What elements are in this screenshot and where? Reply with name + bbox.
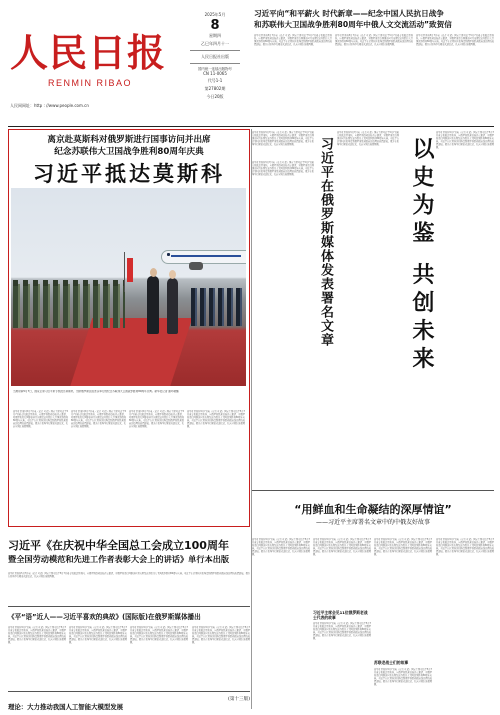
- top-right-article[interactable]: [254, 8, 494, 126]
- issue-weekday: 星期四: [209, 33, 221, 38]
- quote-col-3a: 新华社莫斯科5月7日电（记者 叶超）国家主席习近平5月7日乘专机抵达莫斯科，应俄罗斯联邦总统普京邀请，对俄罗斯进行国事访问并出席纪念苏联伟大卫国战争胜利80周年庆典。习近平在伏努科沃机场受到俄罗斯联邦政府副总理的热情迎接。俄方在机场举行隆重欢迎仪式，礼兵分列红地毯两侧。: [374, 538, 432, 557]
- bottom-headline-b: 《平“语”近人——习近平喜欢的典故》(国际版)在俄罗斯媒体播出: [8, 613, 201, 621]
- vertical-col-1: 新华社莫斯科5月7日电（记者 叶超）国家主席习近平5月7日乘专机抵达莫斯科，应俄罗斯联邦总统普京邀请，对俄罗斯进行国事访问并出席纪念苏联伟大卫国战争胜利80周年庆典。习近平在伏努科沃机场受到俄罗斯联邦政府副总理的热情迎接。俄方在机场举行隆重欢迎仪式，礼兵分列红地毯两侧。: [252, 161, 314, 177]
- lead-body-4: 新华社莫斯科5月7日电（记者 叶超）国家主席习近平5月7日乘专机抵达莫斯科，应俄罗斯联邦总统普京邀请，对俄罗斯进行国事访问并出席纪念苏联伟大卫国战争胜利80周年庆典。习近平在伏努科沃机场受到俄罗斯联邦政府副总理的热情迎接。俄方在机场举行隆重欢迎仪式，礼兵分列红地毯两侧。: [187, 410, 245, 429]
- issue-lunar: 乙巳年四月十一: [201, 41, 229, 46]
- masthead-pinyin: RENMIN RIBAO: [48, 78, 133, 88]
- top-right-body-1: 新华社莫斯科5月7日电（记者 叶超）国家主席习近平5月7日乘专机抵达莫斯科，应俄罗斯联邦总统普京邀请，对俄罗斯进行国事访问并出席纪念苏联伟大卫国战争胜利80周年庆典。习近平在伏努科沃机场受到俄罗斯联邦政府副总理的热情迎接。俄方在机场举行隆重欢迎仪式，礼兵分列红地毯两侧。: [254, 34, 332, 47]
- bottom-b-col-3: 新华社莫斯科5月7日电（记者 叶超）国家主席习近平5月7日乘专机抵达莫斯科，应俄罗斯联邦总统普京邀请，对俄罗斯进行国事访问并出席纪念苏联伟大卫国战争胜利80周年庆典。习近平在伏努科沃机场受到俄罗斯联邦政府副总理的热情迎接。俄方在机场举行隆重欢迎仪式，礼兵分列红地毯两侧。: [130, 626, 188, 645]
- footer-teaser-page: (第十三版): [228, 697, 250, 702]
- issue-pages: 今日20版: [206, 94, 224, 100]
- issue-date: 2025年5月: [204, 12, 226, 17]
- bottom-headline-a1: 习近平《在庆祝中华全国总工会成立100周年: [8, 539, 229, 552]
- box2-title: 苏联老战士们的故事: [374, 660, 409, 665]
- vertical-title: 习近平在俄罗斯媒体发表署名文章: [318, 137, 333, 347]
- masthead-logo: 人民日报: [10, 30, 167, 75]
- bottom-headline-a2: 暨全国劳动模范和先进工作者表彰大会上的讲话》单行本出版: [8, 554, 230, 564]
- quote-col-3b: 新华社莫斯科5月7日电（记者 叶超）国家主席习近平5月7日乘专机抵达莫斯科，应俄罗斯联邦总统普京邀请，对俄罗斯进行国事访问并出席纪念苏联伟大卫国战争胜利80周年庆典。习近平在伏努科沃机场受到俄罗斯联邦政府副总理的热情迎接。俄方在机场举行隆重欢迎仪式，礼兵分列红地毯两侧。: [374, 668, 432, 687]
- issue-cn-number: CN 11-0065: [203, 71, 227, 77]
- issue-day: 8: [210, 18, 220, 33]
- masthead-info: [186, 10, 244, 122]
- quote-headline: “用鲜血和生命凝结的深厚情谊”: [294, 503, 452, 516]
- flag: [127, 258, 133, 282]
- top-right-headline-2: 和苏联伟大卫国战争胜利80周年中俄人文交流活动”致贺信: [254, 20, 452, 29]
- lead-kicker-1: 离京赴莫斯科对俄罗斯进行国事访问并出席: [47, 135, 211, 145]
- issue-cn: 国内统一连续出版物号: [198, 67, 232, 72]
- footer-teaser-title: 理论：大力推动我国人工智能大模型发展: [8, 703, 124, 711]
- vertical-top-body: 新华社莫斯科5月7日电（记者 叶超）国家主席习近平5月7日乘专机抵达莫斯科，应俄罗斯联邦总统普京邀请，对俄罗斯进行国事访问并出席纪念苏联伟大卫国战争胜利80周年庆典。习近平在伏努科沃机场受到俄罗斯联邦政府副总理的热情迎接。俄方在机场举行隆重欢迎仪式，礼兵分列红地毯两侧。: [252, 131, 314, 147]
- figure-host: [167, 278, 178, 334]
- top-right-headline-1: 习近平向“和平薪火 时代新章——纪念中国人民抗日战争: [254, 9, 444, 18]
- figure-leader: [147, 276, 159, 334]
- quote-col-2b: 新华社莫斯科5月7日电（记者 叶超）国家主席习近平5月7日乘专机抵达莫斯科，应俄罗斯联邦总统普京邀请，对俄罗斯进行国事访问并出席纪念苏联伟大卫国战争胜利80周年庆典。习近平在伏努科沃机场受到俄罗斯联邦政府副总理的热情迎接。俄方在机场举行隆重欢迎仪式，礼兵分列红地毯两侧。: [313, 622, 371, 641]
- quote-article[interactable]: [252, 492, 494, 712]
- top-right-body-3: 新华社莫斯科5月7日电（记者 叶超）国家主席习近平5月7日乘专机抵达莫斯科，应俄罗斯联邦总统普京邀请，对俄罗斯进行国事访问并出席纪念苏联伟大卫国战争胜利80周年庆典。习近平在伏努科沃机场受到俄罗斯联邦政府副总理的热情迎接。俄方在机场举行隆重欢迎仪式，礼兵分列红地毯两侧。: [416, 34, 494, 47]
- lead-article[interactable]: [8, 129, 250, 527]
- airplane: [161, 240, 246, 270]
- vertical-article[interactable]: [252, 129, 494, 527]
- footer-teaser[interactable]: [8, 694, 250, 711]
- quote-col-4: 新华社莫斯科5月7日电（记者 叶超）国家主席习近平5月7日乘专机抵达莫斯科，应俄罗斯联邦总统普京邀请，对俄罗斯进行国事访问并出席纪念苏联伟大卫国战争胜利80周年庆典。习近平在伏努科沃机场受到俄罗斯联邦政府副总理的热情迎接。俄方在机场举行隆重欢迎仪式，礼兵分列红地毯两侧。: [436, 538, 494, 557]
- quote-col-2a: 新华社莫斯科5月7日电（记者 叶超）国家主席习近平5月7日乘专机抵达莫斯科，应俄罗斯联邦总统普京邀请，对俄罗斯进行国事访问并出席纪念苏联伟大卫国战争胜利80周年庆典。习近平在伏努科沃机场受到俄罗斯联邦政府副总理的热情迎接。俄方在机场举行隆重欢迎仪式，礼兵分列红地毯两侧。: [313, 538, 371, 557]
- vertical-col-2: 新华社莫斯科5月7日电（记者 叶超）国家主席习近平5月7日乘专机抵达莫斯科，应俄罗斯联邦总统普京邀请，对俄罗斯进行国事访问并出席纪念苏联伟大卫国战争胜利80周年庆典。习近平在伏努科沃机场受到俄罗斯联邦政府副总理的热情迎接。俄方在机场举行隆重欢迎仪式，礼兵分列红地毯两侧。: [337, 131, 399, 147]
- bottom-article-b[interactable]: [8, 608, 250, 690]
- box1-title: 习近平主席会见11位俄罗斯老战士代表的故事: [313, 610, 368, 620]
- issue-code: 代号1-1: [207, 78, 223, 84]
- lead-body-1: 新华社莫斯科5月7日电（记者 叶超）国家主席习近平5月7日乘专机抵达莫斯科，应俄罗斯联邦总统普京邀请，对俄罗斯进行国事访问并出席纪念苏联伟大卫国战争胜利80周年庆典。习近平在伏努科沃机场受到俄罗斯联邦政府副总理的热情迎接。俄方在机场举行隆重欢迎仪式，礼兵分列红地毯两侧。: [13, 410, 68, 429]
- bottom-b-col-4: 新华社莫斯科5月7日电（记者 叶超）国家主席习近平5月7日乘专机抵达莫斯科，应俄罗斯联邦总统普京邀请，对俄罗斯进行国事访问并出席纪念苏联伟大卫国战争胜利80周年庆典。习近平在伏努科沃机场受到俄罗斯联邦政府副总理的热情迎接。俄方在机场举行隆重欢迎仪式，礼兵分列红地毯两侧。: [192, 626, 250, 645]
- bottom-b-col-2: 新华社莫斯科5月7日电（记者 叶超）国家主席习近平5月7日乘专机抵达莫斯科，应俄罗斯联邦总统普京邀请，对俄罗斯进行国事访问并出席纪念苏联伟大卫国战争胜利80周年庆典。习近平在伏努科沃机场受到俄罗斯联邦政府副总理的热情迎接。俄方在机场举行隆重欢迎仪式，礼兵分列红地毯两侧。: [69, 626, 127, 645]
- lead-headline: 习近平抵达莫斯科: [33, 162, 225, 186]
- quote-subhead: ——习近平主席署名文章中的中俄友好故事: [315, 519, 430, 526]
- vertical-col-3: 新华社莫斯科5月7日电（记者 叶超）国家主席习近平5月7日乘专机抵达莫斯科，应俄罗斯联邦总统普京邀请，对俄罗斯进行国事访问并出席纪念苏联伟大卫国战争胜利80周年庆典。习近平在伏努科沃机场受到俄罗斯联邦政府副总理的热情迎接。俄方在机场举行隆重欢迎仪式，礼兵分列红地毯两侧。: [436, 131, 494, 150]
- lead-body-2: 新华社莫斯科5月7日电（记者 叶超）国家主席习近平5月7日乘专机抵达莫斯科，应俄罗斯联邦总统普京邀请，对俄罗斯进行国事访问并出席纪念苏联伟大卫国战争胜利80周年庆典。习近平在伏努科沃机场受到俄罗斯联邦政府副总理的热情迎接。俄方在机场举行隆重欢迎仪式，礼兵分列红地毯两侧。: [71, 410, 126, 429]
- honor-guard: [11, 280, 246, 330]
- bottom-b-col-1: 新华社莫斯科5月7日电（记者 叶超）国家主席习近平5月7日乘专机抵达莫斯科，应俄罗斯联邦总统普京邀请，对俄罗斯进行国事访问并出席纪念苏联伟大卫国战争胜利80周年庆典。习近平在伏努科沃机场受到俄罗斯联邦政府副总理的热情迎接。俄方在机场举行隆重欢迎仪式，礼兵分列红地毯两侧。: [8, 626, 66, 645]
- bottom-a-body: 新华社莫斯科5月7日电（记者 叶超）国家主席习近平5月7日乘专机抵达莫斯科，应俄罗斯联邦总统普京邀请，对俄罗斯进行国事访问并出席纪念苏联伟大卫国战争胜利80周年庆典。习近平在伏努科沃机场受到俄罗斯联邦政府副总理的热情迎接。俄方在机场举行隆重欢迎仪式，礼兵分列红地毯两侧。: [8, 572, 250, 579]
- issue-number: 第27802期: [204, 86, 226, 92]
- quote-col-1: 新华社莫斯科5月7日电（记者 叶超）国家主席习近平5月7日乘专机抵达莫斯科，应俄罗斯联邦总统普京邀请，对俄罗斯进行国事访问并出席纪念苏联伟大卫国战争胜利80周年庆典。习近平在伏努科沃机场受到俄罗斯联邦政府副总理的热情迎接。俄方在机场举行隆重欢迎仪式，礼兵分列红地毯两侧。: [252, 538, 310, 557]
- top-right-body-2: 新华社莫斯科5月7日电（记者 叶超）国家主席习近平5月7日乘专机抵达莫斯科，应俄罗斯联邦总统普京邀请，对俄罗斯进行国事访问并出席纪念苏联伟大卫国战争胜利80周年庆典。习近平在伏努科沃机场受到俄罗斯联邦政府副总理的热情迎接。俄方在机场举行隆重欢迎仪式，礼兵分列红地毯两侧。: [335, 34, 413, 47]
- masthead-website: 人民网网址：http : //www.people.com.cn: [10, 103, 89, 108]
- vertical-big-title: 以史为鉴 共创未来: [409, 137, 434, 375]
- lead-caption: 当地时间5月7日，国家主席习近平乘专机抵达莫斯科，出席俄罗斯总统普京举行的纪念苏联伟大卫国战争胜利80周年庆典。新华社记者 谢环驰摄: [13, 390, 179, 393]
- lead-photo: [11, 188, 246, 386]
- lead-body-3: 新华社莫斯科5月7日电（记者 叶超）国家主席习近平5月7日乘专机抵达莫斯科，应俄罗斯联邦总统普京邀请，对俄罗斯进行国事访问并出席纪念苏联伟大卫国战争胜利80周年庆典。习近平在伏努科沃机场受到俄罗斯联邦政府副总理的热情迎接。俄方在机场举行隆重欢迎仪式，礼兵分列红地毯两侧。: [129, 410, 184, 429]
- issue-publisher: 人民日报社出版: [201, 53, 229, 59]
- bottom-article-a[interactable]: [8, 530, 250, 606]
- lead-kicker-2: 纪念苏联伟大卫国战争胜利80周年庆典: [54, 147, 204, 157]
